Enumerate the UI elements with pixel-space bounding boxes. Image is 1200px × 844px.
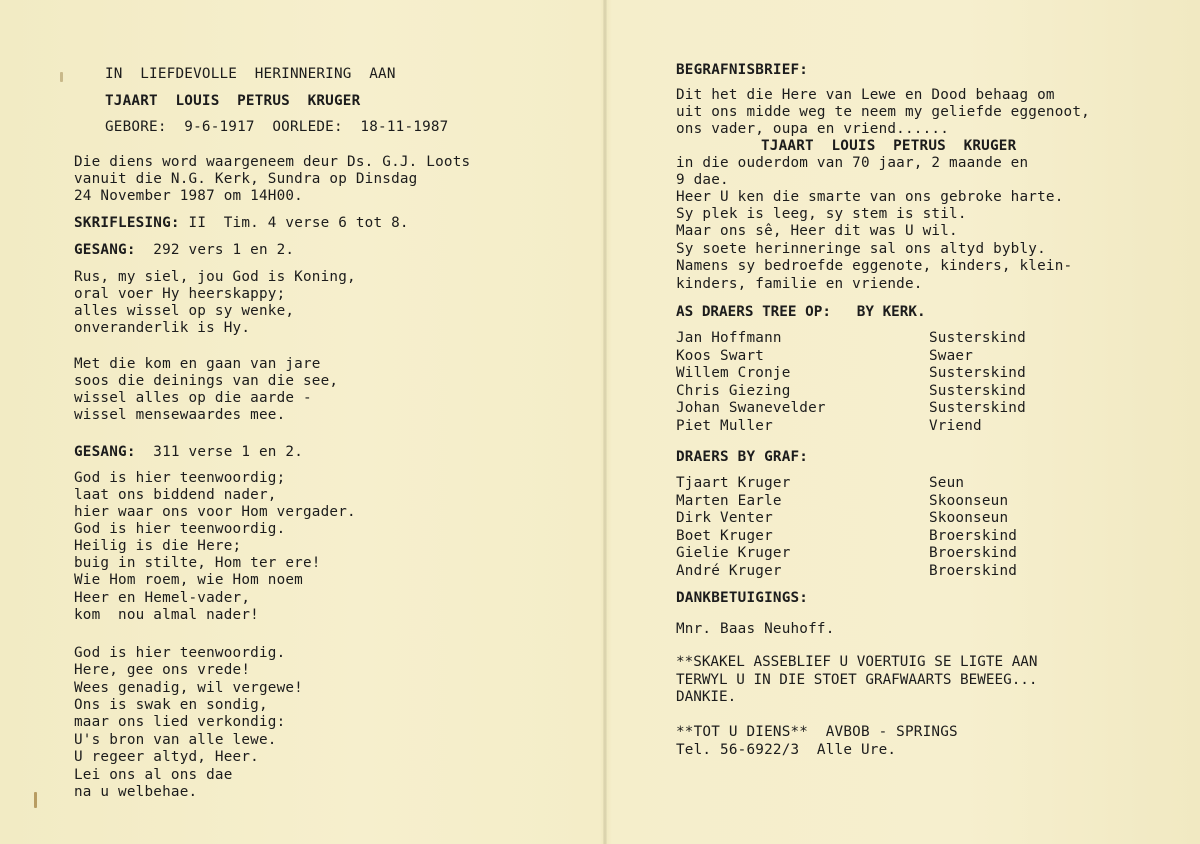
notice-line: DANKIE.	[676, 689, 737, 705]
hymn-line: U's bron van alle lewe.	[74, 732, 277, 748]
letter-line: Dit het die Here van Lewe en Dood behaag om	[676, 87, 1055, 103]
deceased-name: TJAART LOUIS PETRUS KRUGER	[105, 93, 361, 109]
hymn-line: Lei ons al ons dae	[74, 767, 233, 783]
bearer-relation: Vriend	[929, 418, 982, 434]
bearer-relation: Susterskind	[929, 400, 1026, 416]
letter-line: kinders, familie en vriende.	[676, 276, 923, 292]
letter-line: Sy plek is leeg, sy stem is stil.	[676, 206, 967, 222]
bearer-name: Chris Giezing	[676, 383, 791, 399]
bearer-name: Boet Kruger	[676, 528, 773, 544]
letter-line: Sy soete herinneringe sal ons altyd bybly.	[676, 241, 1046, 257]
footer-line: **TOT U DIENS** AVBOB - SPRINGS	[676, 724, 958, 740]
birth-death-dates: GEBORE: 9-6-1917 OORLEDE: 18-11-1987	[105, 119, 449, 135]
bearer-name: Tjaart Kruger	[676, 475, 791, 491]
hymn-line: U regeer altyd, Heer.	[74, 749, 259, 765]
hymn-line: Wees genadig, wil vergewe!	[74, 680, 303, 696]
bearer-name: Dirk Venter	[676, 510, 773, 526]
bearer-relation: Susterskind	[929, 365, 1026, 381]
letter-line: uit ons midde weg te neem my geliefde eggenoot,	[676, 104, 1090, 120]
memorial-heading: IN LIEFDEVOLLE HERINNERING AAN	[105, 66, 396, 82]
hymn-line: oral voer Hy heerskappy;	[74, 286, 286, 302]
bearer-relation: Skoonseun	[929, 510, 1009, 526]
hymn-1-text: 292 vers 1 en 2.	[153, 242, 295, 258]
letter-line: Namens sy bedroefde eggenote, kinders, klein-	[676, 258, 1073, 274]
bearer-name: Johan Swanevelder	[676, 400, 826, 416]
hymn-line: na u welbehae.	[74, 784, 198, 800]
hymn-2-heading	[74, 444, 303, 461]
scripture-text: II Tim. 4 verse 6 tot 8.	[188, 215, 409, 231]
hymn-1-label: GESANG:	[74, 242, 136, 258]
footer-line: Tel. 56-6922/3 Alle Ure.	[676, 742, 897, 758]
letter-deceased-name: TJAART LOUIS PETRUS KRUGER	[761, 138, 1017, 154]
bearer-relation: Broerskind	[929, 563, 1018, 579]
bearer-name: Jan Hoffmann	[676, 330, 782, 346]
bearers-church-label: AS DRAERS TREE OP: BY KERK.	[676, 304, 926, 320]
bearer-relation: Broerskind	[929, 528, 1018, 544]
bearer-name: Willem Cronje	[676, 365, 791, 381]
hymn-line: Wie Hom roem, wie Hom noem	[74, 572, 303, 588]
service-line: vanuit die N.G. Kerk, Sundra op Dinsdag	[74, 171, 418, 187]
bearer-name: Piet Muller	[676, 418, 773, 434]
letter-line: Maar ons sê, Heer dit was U wil.	[676, 223, 958, 239]
bearer-relation: Broerskind	[929, 545, 1018, 561]
hymn-line: God is hier teenwoordig.	[74, 645, 286, 661]
hymn-line: laat ons biddend nader,	[74, 487, 277, 503]
hymn-line: Heer en Hemel-vader,	[74, 590, 251, 606]
page-fold	[603, 0, 607, 844]
hymn-1-heading	[74, 242, 294, 259]
service-line: 24 November 1987 om 14H00.	[74, 188, 303, 204]
hymn-line: God is hier teenwoordig;	[74, 470, 286, 486]
bearer-relation: Seun	[929, 475, 965, 491]
hymn-line: buig in stilte, Hom ter ere!	[74, 555, 321, 571]
letter-line: 9 dae.	[676, 172, 729, 188]
hymn-line: God is hier teenwoordig.	[74, 521, 286, 537]
hymn-line: onveranderlik is Hy.	[74, 320, 251, 336]
bearer-relation: Susterskind	[929, 330, 1026, 346]
bearer-relation: Swaer	[929, 348, 974, 364]
hymn-2-label: GESANG:	[74, 444, 136, 460]
letter-line: in die ouderdom van 70 jaar, 2 maande en	[676, 155, 1029, 171]
hymn-line: Heilig is die Here;	[74, 538, 242, 554]
service-line: Die diens word waargeneem deur Ds. G.J. Loots	[74, 154, 471, 170]
letter-line: ons vader, oupa en vriend......	[676, 121, 950, 137]
hymn-line: wissel mensewaardes mee.	[74, 407, 286, 423]
hymn-line: Here, gee ons vrede!	[74, 662, 251, 678]
notice-line: TERWYL U IN DIE STOET GRAFWAARTS BEWEEG...	[676, 672, 1038, 688]
hymn-line: wissel alles op die aarde -	[74, 390, 312, 406]
funeral-letter-label: BEGRAFNISBRIEF:	[676, 62, 809, 78]
hymn-line: soos die deinings van die see,	[74, 373, 339, 389]
hymn-line: hier waar ons voor Hom vergader.	[74, 504, 356, 520]
bearer-name: Marten Earle	[676, 493, 782, 509]
hymn-line: Met die kom en gaan van jare	[74, 356, 321, 372]
notice-line: **SKAKEL ASSEBLIEF U VOERTUIG SE LIGTE AAN	[676, 654, 1038, 670]
scripture-label: SKRIFLESING:	[74, 215, 180, 231]
paper-mark	[60, 72, 63, 82]
bearer-relation: Susterskind	[929, 383, 1026, 399]
hymn-line: Ons is swak en sondig,	[74, 697, 268, 713]
hymn-line: alles wissel op sy wenke,	[74, 303, 295, 319]
bearers-grave-label: DRAERS BY GRAF:	[676, 449, 809, 465]
letter-line: Heer U ken die smarte van ons gebroke harte.	[676, 189, 1064, 205]
thanks-text: Mnr. Baas Neuhoff.	[676, 621, 835, 637]
hymn-line: kom nou almal nader!	[74, 607, 259, 623]
bearer-name: Koos Swart	[676, 348, 765, 364]
scripture-reading	[74, 215, 409, 232]
bearer-relation: Skoonseun	[929, 493, 1009, 509]
thanks-label: DANKBETUIGINGS:	[676, 590, 809, 606]
bearer-name: André Kruger	[676, 563, 782, 579]
hymn-line: maar ons lied verkondig:	[74, 714, 286, 730]
hymn-2-text: 311 verse 1 en 2.	[153, 444, 304, 460]
paper-stain	[34, 792, 37, 808]
bearer-name: Gielie Kruger	[676, 545, 791, 561]
hymn-line: Rus, my siel, jou God is Koning,	[74, 269, 356, 285]
